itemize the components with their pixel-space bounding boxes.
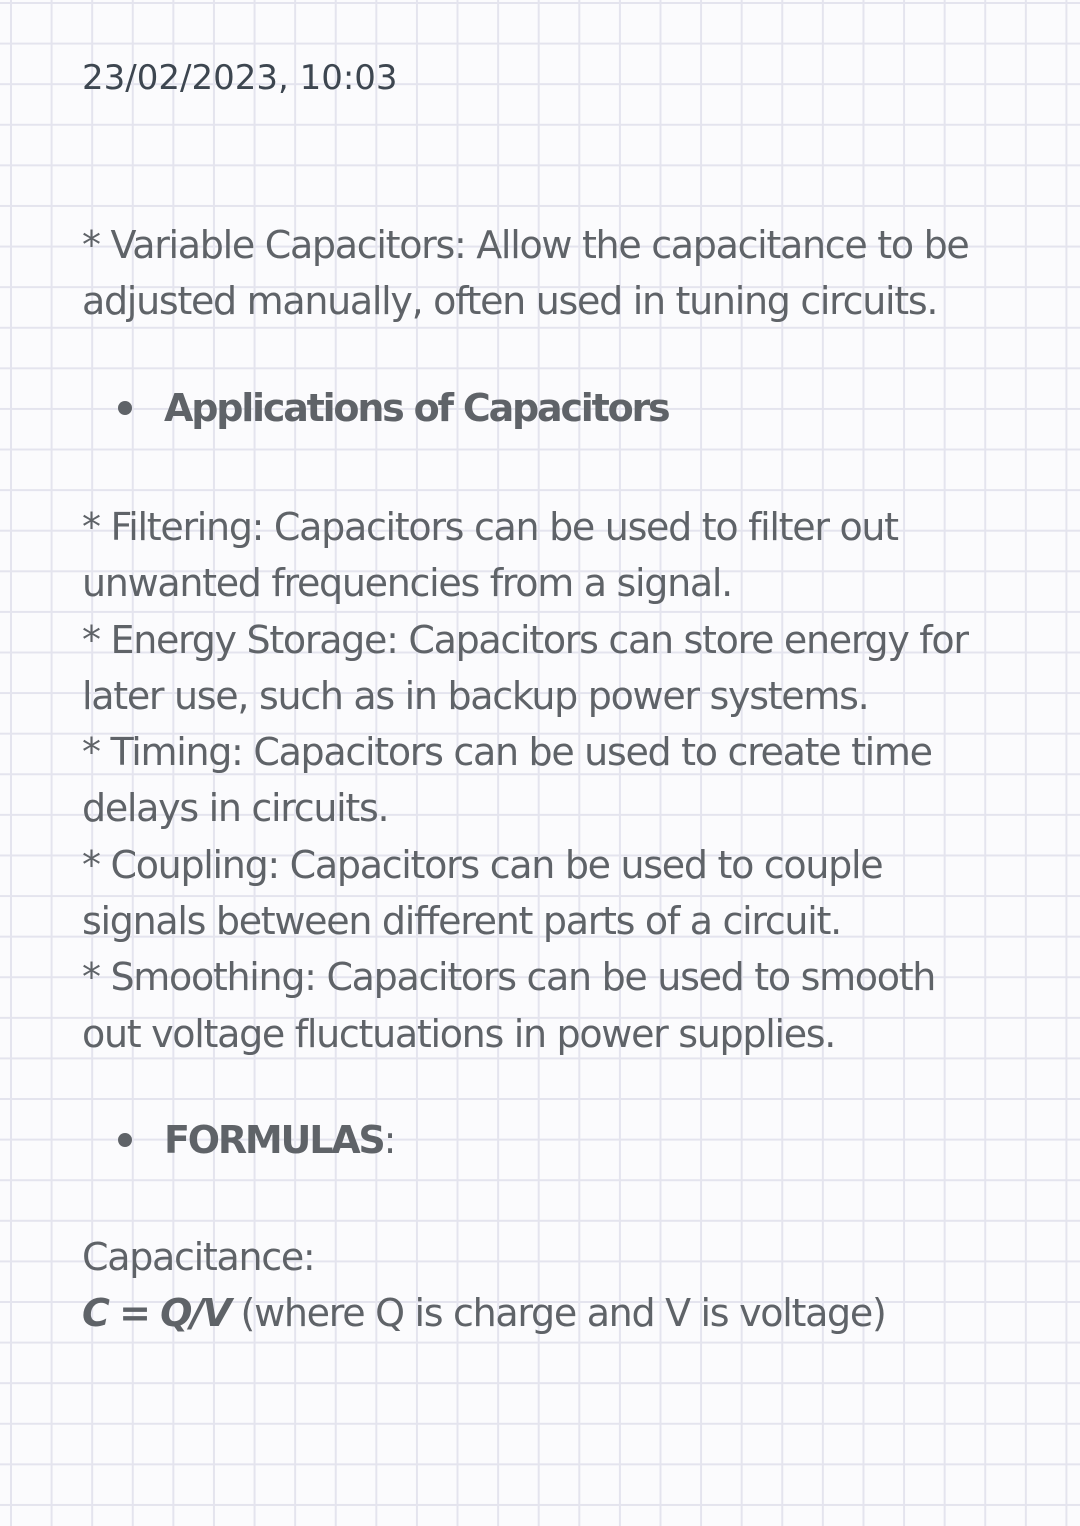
capacitance-paragraph	[82, 1229, 1012, 1342]
capacitance-formula-line	[82, 1285, 1012, 1341]
text-line: signals between different parts of a circuit.	[82, 899, 841, 944]
applications-paragraph	[82, 499, 1012, 1062]
text-line: delays in circuits.	[82, 786, 389, 831]
text-line: out voltage fluctuations in power supplies.	[82, 1011, 836, 1056]
text-line: * Filtering: Capacitors can be used to filter out	[82, 505, 898, 549]
capacitance-label: Capacitance:	[82, 1235, 315, 1279]
applications-heading	[118, 386, 668, 430]
text-line: * Smoothing: Capacitors can be used to smooth	[82, 955, 936, 1000]
text-line: * Timing: Capacitors can be used to create time	[82, 730, 932, 775]
bullet-icon	[118, 1133, 132, 1147]
capacitance-formula: C = Q/V	[82, 1291, 230, 1336]
formulas-heading	[118, 1118, 394, 1162]
text-line: later use, such as in backup power systems.	[82, 673, 869, 718]
heading-colon: :	[383, 1118, 395, 1162]
capacitance-note: (where Q is charge and V is voltage)	[229, 1291, 886, 1336]
variable-capacitors-paragraph	[82, 217, 1012, 330]
text-line: adjusted manually, often used in tuning circuits.	[82, 279, 938, 324]
text-line: * Variable Capacitors: Allow the capacitance to be	[82, 223, 969, 267]
timestamp: 23/02/2023, 10:03	[82, 58, 398, 98]
text-line: * Coupling: Capacitors can be used to couple	[82, 842, 883, 887]
bullet-icon	[118, 401, 132, 415]
heading-text: FORMULAS	[164, 1118, 384, 1162]
heading-text: Applications of Capacitors	[164, 386, 669, 430]
text-line: unwanted frequencies from a signal.	[82, 561, 732, 606]
text-line: * Energy Storage: Capacitors can store energy for	[82, 617, 968, 662]
